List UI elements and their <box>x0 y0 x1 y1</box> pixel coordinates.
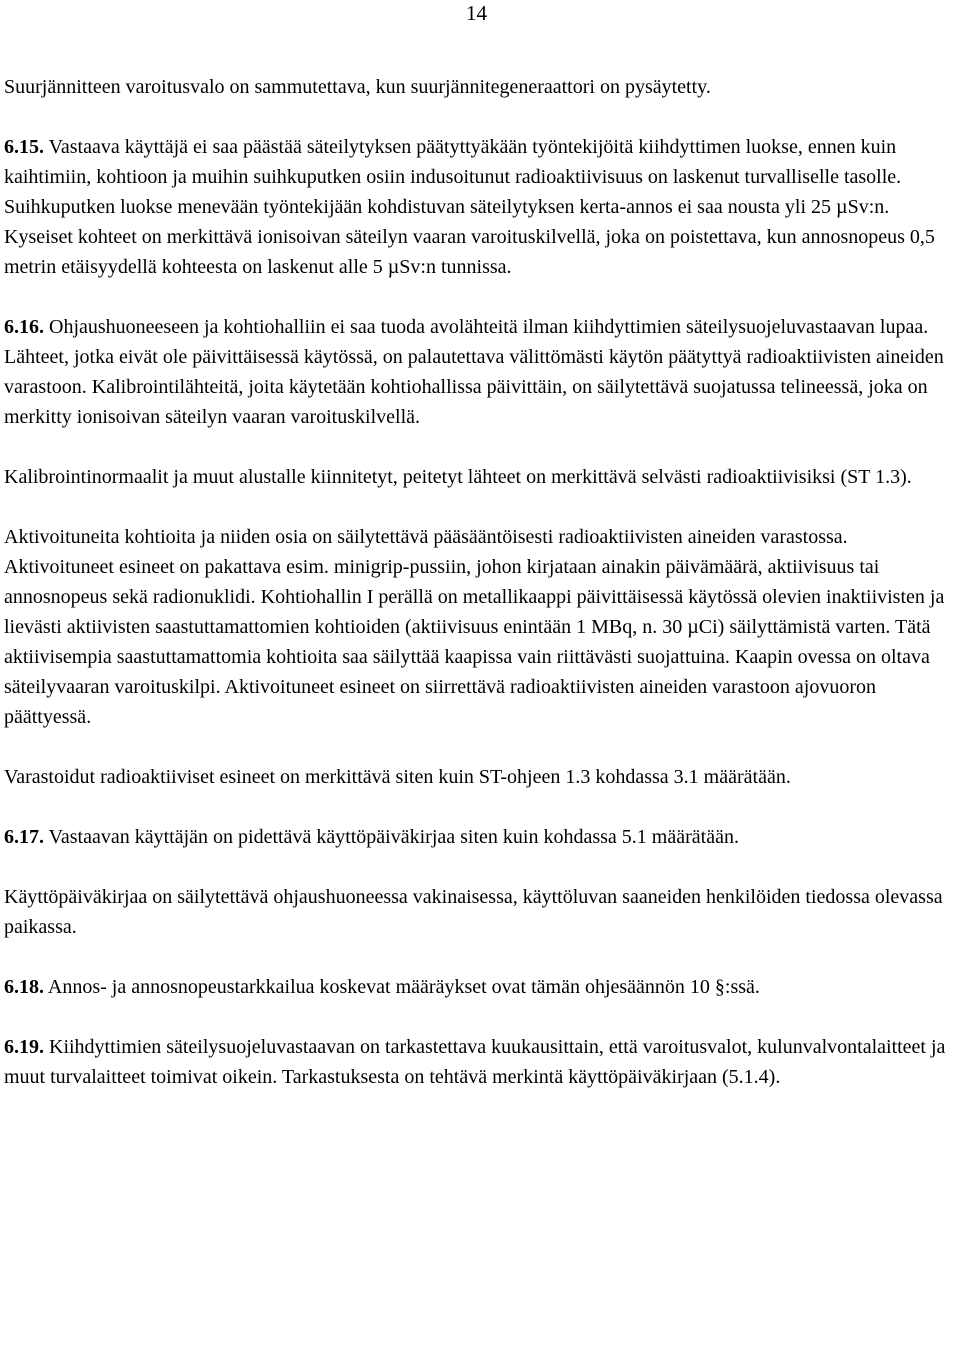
paragraph-text: Vastaava käyttäjä ei saa päästää säteilytyksen päätyttyäkään työntekijöitä kiihdyttimen luokse, ennen kuin kaihtimiin, kohtioon ja muihin suihkuputken osiin indusoitunut radioaktiivisuus on laskenut turvalliselle tasolle. Suihkuputken luokse menevään työntekijään kohdistuvan säteilytyksen kerta-annos ei saa nousta yli 25 µSv:n. Kyseiset kohteet on merkittävä ionisoivan säteilyn vaaran varoituskilvellä, joka on poistettava, kun annosnopeus 0,5 metrin etäisyydellä kohteesta on laskenut alle 5 µSv:n tunnissa. <box>4 136 935 278</box>
paragraph-text: Suurjännitteen varoitusvalo on sammutettava, kun suurjännitegeneraattori on pysäytetty. <box>4 76 711 98</box>
paragraph-6-18 <box>4 972 954 1002</box>
paragraph-text: Käyttöpäiväkirjaa on säilytettävä ohjaushuoneessa vakinaisessa, käyttöluvan saaneiden henkilöiden tiedossa olevassa paikassa. <box>4 886 943 938</box>
paragraph-text: Annos- ja annosnopeustarkkailua koskevat määräykset ovat tämän ohjesäännön 10 §:ssä. <box>44 976 760 998</box>
paragraph-6-15 <box>4 132 954 282</box>
paragraph-6-19 <box>4 1032 954 1092</box>
section-number: 6.16. <box>4 316 44 338</box>
paragraph-activated-targets <box>4 522 954 732</box>
paragraph-text: Aktivoituneita kohtioita ja niiden osia on säilytettävä pääsääntöisesti radioaktiivisten aineiden varastossa. Aktivoituneet esineet on pakattava esim. minigrip-pussiin, johon kirjataan ainakin päivämäärä, aktiivisuus tai annosnopeus sekä radionuklidi. Kohtiohallin I perällä on metallikaappi päivittäisessä käytössä olevien inaktiivisten ja lievästi aktiivisten saastuttamattomien kohtioiden (aktiivisuus enintään 1 MBq, n. 30 µCi) säilyttämistä varten. Tätä aktiivisempia saastuttamattomia kohtioita saa säilyttää kaapissa vain riittävästi suojattuina. Kaapin ovessa on oltava säteilyvaaran varoituskilpi. Aktivoituneet esineet on siirrettävä radioaktiivisten aineiden varastoon ajovuoron päättyessä. <box>4 526 945 728</box>
paragraph-text: Kiihdyttimien säteilysuojeluvastaavan on tarkastettava kuukausittain, että varoitusvalot, kulunvalvontalaitteet ja muut turvalaitteet toimivat oikein. Tarkastuksesta on tehtävä merkintä käyttöpäiväkirjaan (5.1.4). <box>4 1036 946 1088</box>
section-number: 6.15. <box>4 136 44 158</box>
paragraph-text: Vastaavan käyttäjän on pidettävä käyttöpäiväkirjaa siten kuin kohdassa 5.1 määrätään. <box>44 826 739 848</box>
page-number: 14 <box>466 1 487 25</box>
paragraph-text: Varastoidut radioaktiiviset esineet on merkittävä siten kuin ST-ohjeen 1.3 kohdassa 3.1 määrätään. <box>4 766 791 788</box>
paragraph-calibration-standards <box>4 462 954 492</box>
paragraph-text: Kalibrointinormaalit ja muut alustalle kiinnitetyt, peitetyt lähteet on merkittävä selvästi radioaktiivisiksi (ST 1.3). <box>4 466 912 488</box>
paragraph-text: Ohjaushuoneeseen ja kohtiohalliin ei saa tuoda avolähteitä ilman kiihdyttimien säteilysuojeluvastaavan lupaa. Lähteet, jotka eivät ole päivittäisessä käytössä, on palautettava välittömästi käytön päätyttyä radioaktiivisten aineiden varastoon. Kalibrointilähteitä, joita käytetään kohtiohallissa päivittäin, on säilytettävä suojatussa telineessä, joka on merkitty ionisoivan säteilyn vaaran varoituskilvellä. <box>4 316 944 428</box>
section-number: 6.18. <box>4 976 44 998</box>
paragraph-logbook <box>4 882 954 942</box>
paragraph-warning-light <box>4 72 954 102</box>
section-number: 6.17. <box>4 826 44 848</box>
paragraph-6-17 <box>4 822 954 852</box>
section-number: 6.19. <box>4 1036 44 1058</box>
paragraph-stored-items <box>4 762 954 792</box>
paragraph-6-16 <box>4 312 954 432</box>
document-body <box>4 72 954 1122</box>
